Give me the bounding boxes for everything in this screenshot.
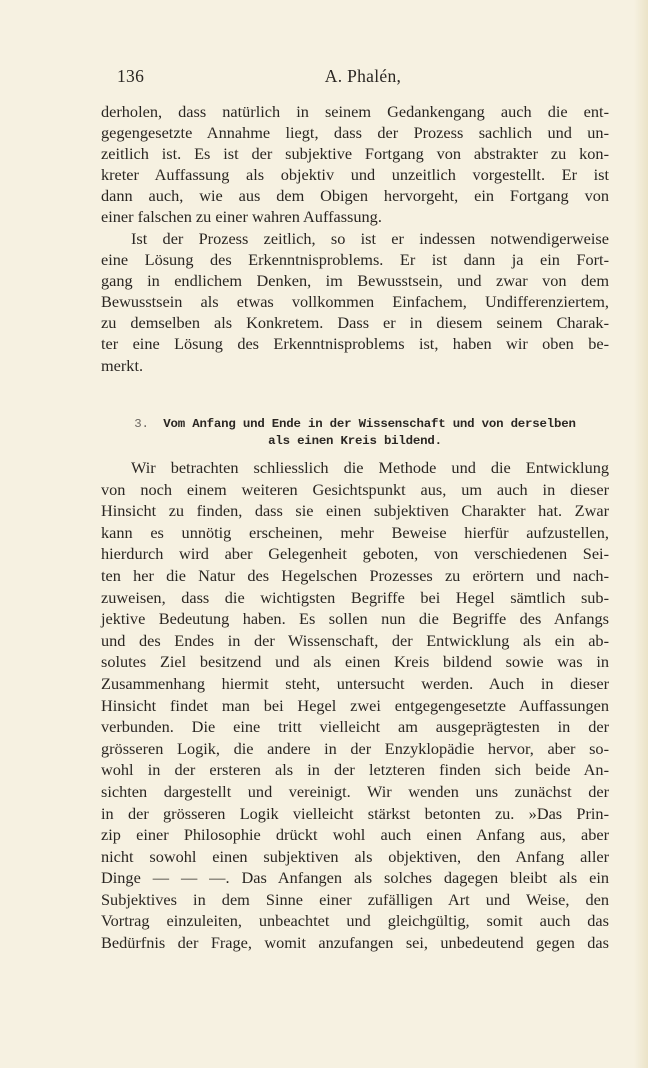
text-line: jektive Bedeutung haben. Es sollen nun die Begriffe des Anfangs bbox=[101, 609, 609, 629]
text-line: zip einer Philosophie drückt wohl auch einen Anfang aus, aber bbox=[101, 825, 609, 845]
text-line: nicht sowohl einen subjektiven als objektiven, den Anfang aller bbox=[101, 846, 609, 866]
text-line: merkt. bbox=[101, 355, 144, 375]
text-line: von noch einem weiteren Gesichtspunkt aus, um auch in dieser bbox=[101, 479, 609, 499]
page-edge-shadow bbox=[634, 0, 648, 1068]
text-line: Zusammenhang hiermit steht, untersucht werden. Auch in dieser bbox=[101, 673, 609, 693]
paragraph-3 bbox=[101, 457, 609, 954]
text-line: gang in endlichem Denken, im Bewusstsein, und zwar von dem bbox=[101, 271, 609, 291]
text-line: gegengesetzte Annahme liegt, dass der Prozess sachlich und un- bbox=[101, 123, 609, 143]
section-number: 3. bbox=[134, 417, 149, 431]
text-line: kann es unnötig erscheinen, mehr Beweise hierfür aufzustellen, bbox=[101, 522, 609, 542]
section-title-line-2: als einen Kreis bildend. bbox=[268, 434, 442, 448]
text-line: zeitlich ist. Es ist der subjektive Fortgang von abstrakter zu kon- bbox=[101, 144, 609, 164]
text-line: Bewusstsein als etwas vollkommen Einfachem, Undifferenziertem, bbox=[101, 292, 609, 312]
text-line: eine Lösung des Erkenntnisproblems. Er ist dann ja ein Fort- bbox=[101, 250, 609, 270]
text-line: zu demselben als Konkretem. Dass er in diesem seinem Charak- bbox=[101, 313, 609, 333]
text-line: dann auch, wie aus dem Obigen hervorgeht, ein Fortgang von bbox=[101, 186, 609, 206]
text-line: wohl in der ersteren als in der letzteren finden sich beide An- bbox=[101, 760, 609, 780]
text-line: grösseren Logik, die andere in der Enzyklopädie hervor, aber so- bbox=[101, 738, 609, 758]
text-line: Dinge — — —. Das Anfangen als solches dagegen bleibt als ein bbox=[101, 868, 609, 888]
text-line: solutes Ziel besitzend und als einen Kreis bildend sowie was in bbox=[101, 652, 609, 672]
text-line: ten her die Natur des Hegelschen Prozesses zu erörtern und nach- bbox=[101, 565, 609, 585]
text-line: Hinsicht zu finden, dass sie einen subjektiven Charakter hat. Zwar bbox=[101, 501, 609, 521]
text-line: zuweisen, dass die wichtigsten Begriffe bei Hegel sämtlich sub- bbox=[101, 587, 609, 607]
text-line: hierdurch wird aber Gelegenheit geboten, von verschiedenen Sei- bbox=[101, 544, 609, 564]
text-line: Hinsicht findet man bei Hegel zwei entgegengesetzte Auffassungen bbox=[101, 695, 609, 715]
section-heading-line-1 bbox=[101, 416, 609, 433]
text-line: Wir betrachten schliesslich die Methode und die Entwicklung bbox=[131, 458, 609, 477]
text-line: Ist der Prozess zeitlich, so ist er indessen notwendigerweise bbox=[131, 229, 609, 248]
text-line: sichten dargestellt und vereinigt. Wir wenden uns zunächst der bbox=[101, 781, 609, 801]
section-title-line-1: Vom Anfang und Ende in der Wissenschaft und von derselben bbox=[163, 417, 576, 431]
text-line: Subjektives in dem Sinne einer zufälligen Art und Weise, den bbox=[101, 889, 609, 909]
running-title: A. Phalén, bbox=[324, 66, 402, 86]
text-line: in der grösseren Logik vielleicht stärkst betonten zu. »Das Prin- bbox=[101, 803, 609, 823]
running-header bbox=[117, 66, 609, 90]
page-number: 136 bbox=[117, 66, 145, 86]
section-heading-line-2 bbox=[101, 433, 609, 450]
paragraph-2 bbox=[101, 228, 609, 376]
text-line: ter eine Lösung des Erkenntnisproblems ist, haben wir oben be- bbox=[101, 334, 609, 354]
paragraph-1 bbox=[101, 101, 609, 228]
text-line: Vortrag einzuleiten, unbeachtet und gleichgültig, somit auch das bbox=[101, 911, 609, 931]
text-line: und des Endes in der Wissenschaft, der Entwicklung als ein ab- bbox=[101, 630, 609, 650]
text-line: kreter Auffassung als objektiv und unzeitlich vorgestellt. Er ist bbox=[101, 165, 609, 185]
text-line: einer falschen zu einer wahren Auffassung. bbox=[101, 207, 382, 227]
text-line: verbunden. Die eine tritt vielleicht am ausgeprägtesten in der bbox=[101, 717, 609, 737]
section-heading bbox=[101, 416, 609, 450]
text-line: derholen, dass natürlich in seinem Gedankengang auch die ent- bbox=[101, 102, 609, 121]
text-line: Bedürfnis der Frage, womit anzufangen sei, unbedeutend gegen das bbox=[101, 933, 609, 953]
